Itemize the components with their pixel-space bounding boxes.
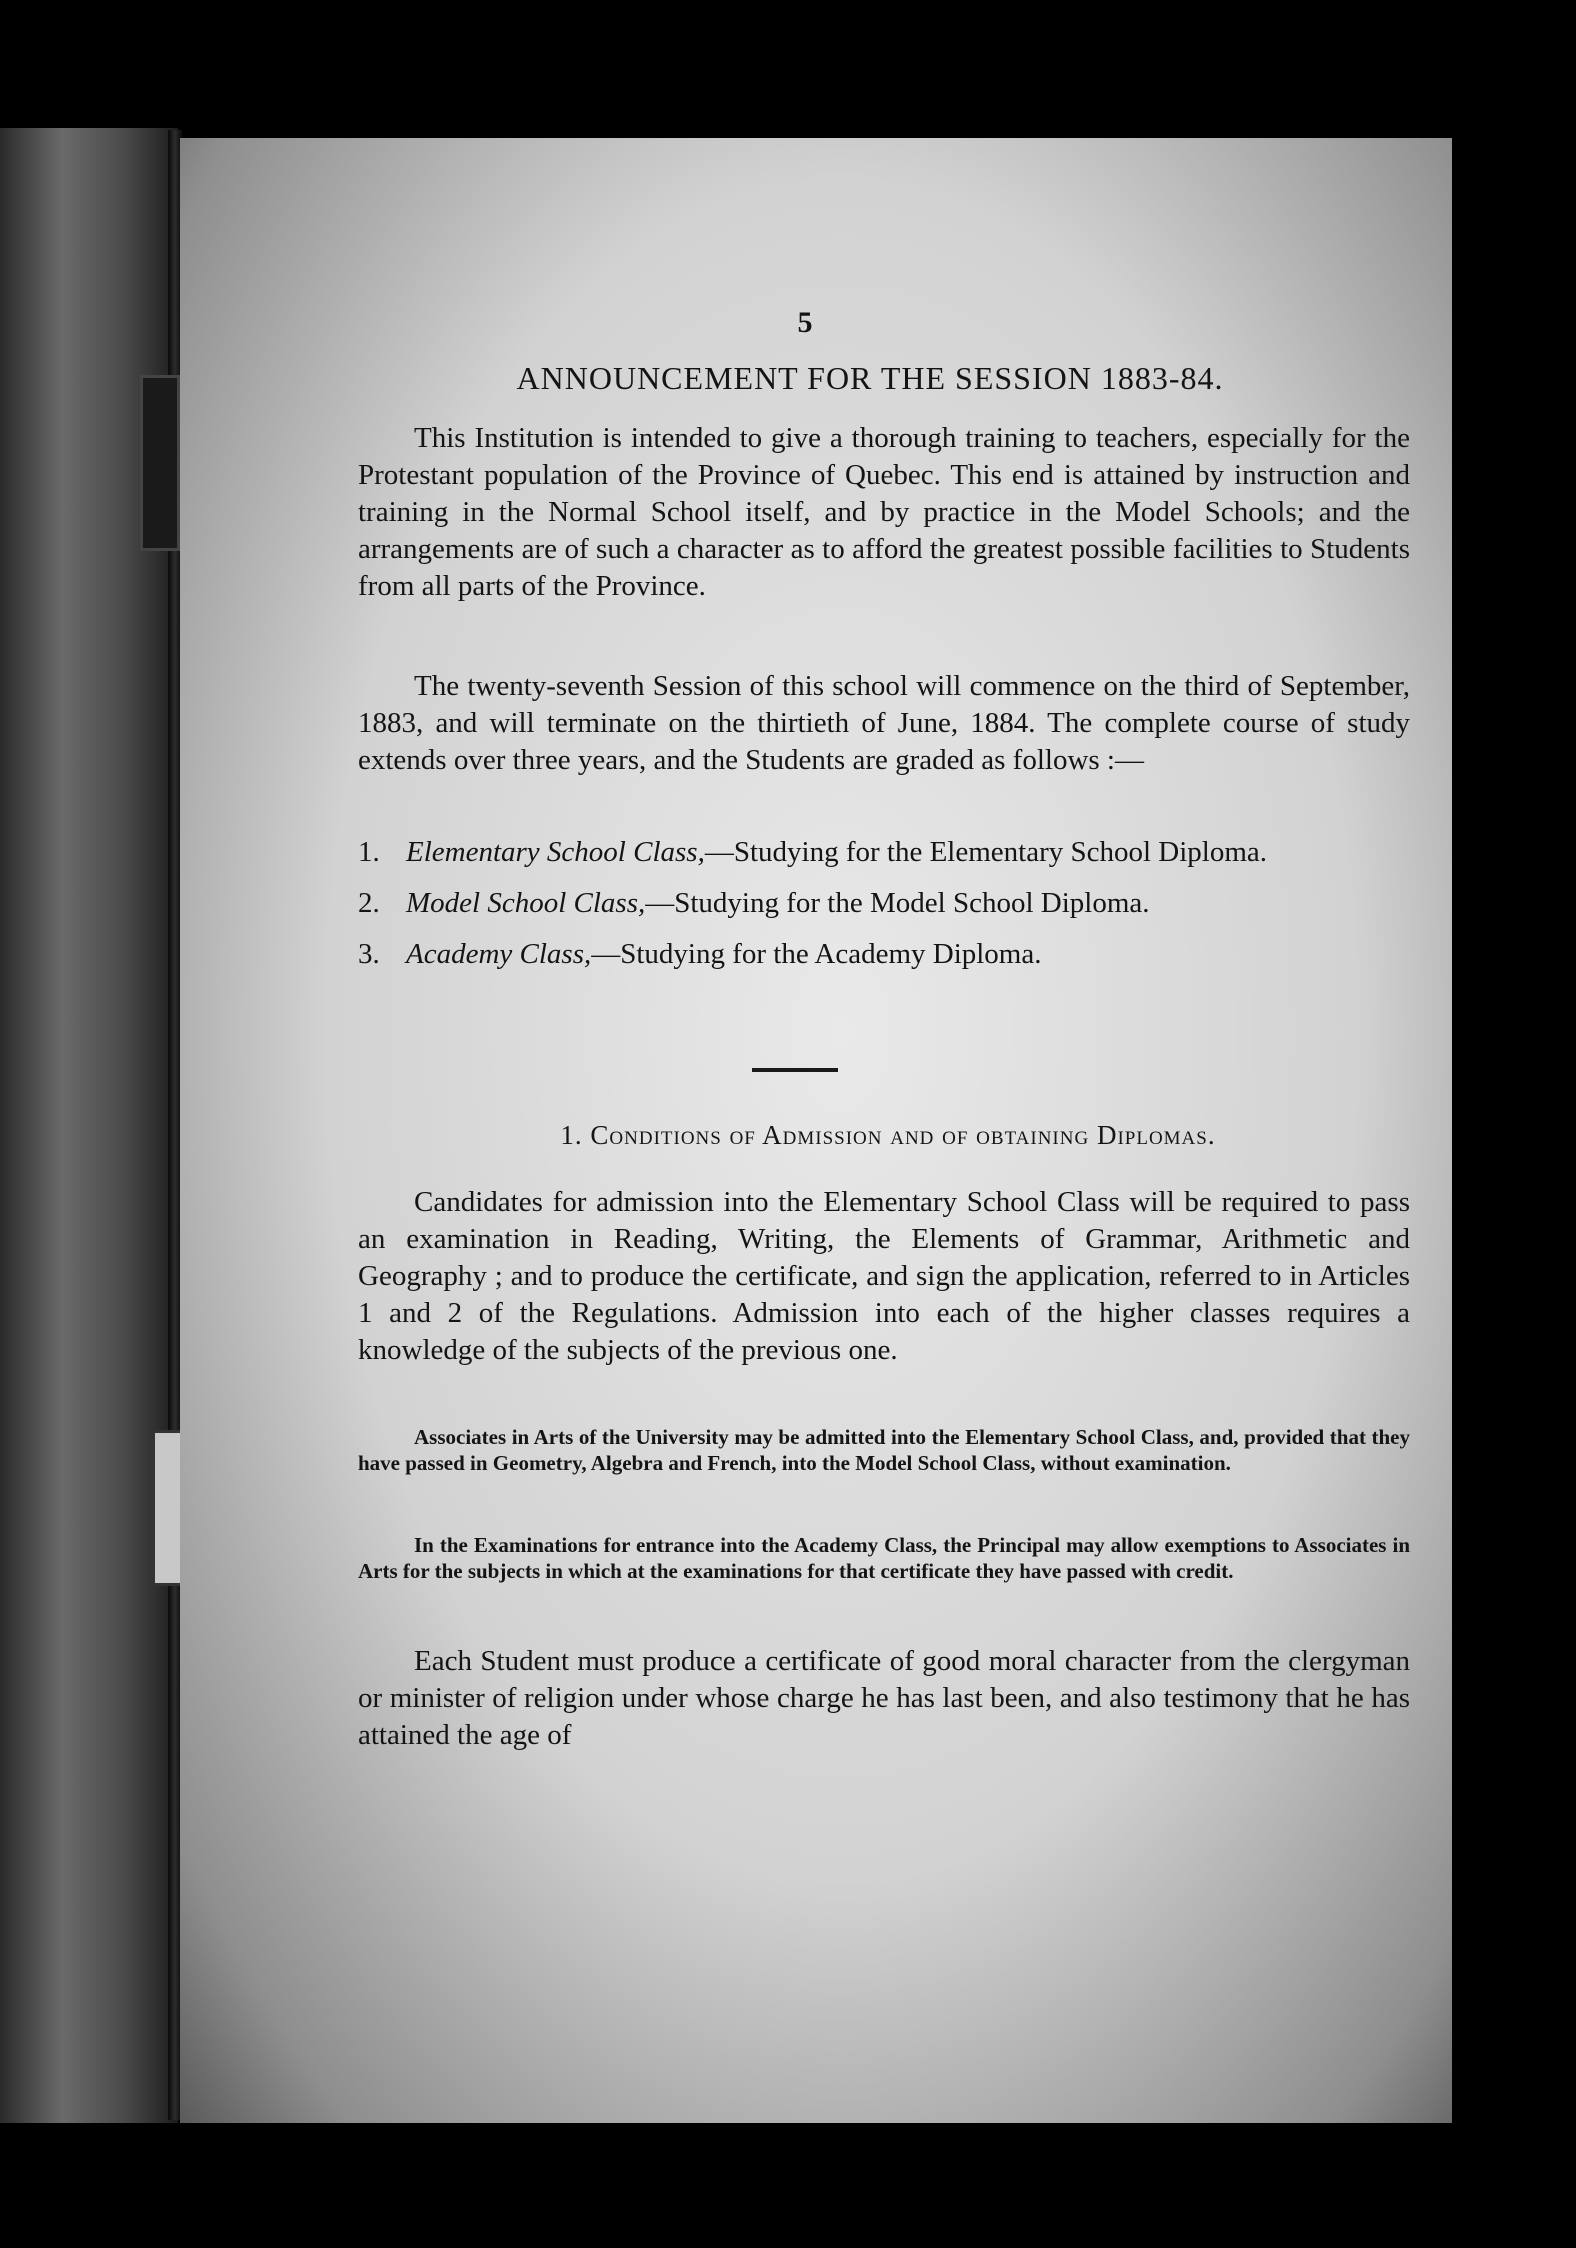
list-number: 3. — [358, 938, 380, 970]
list-term: Elementary School Class, — [406, 836, 705, 868]
page-number: 5 — [797, 306, 813, 339]
list-number: 2. — [358, 887, 380, 919]
section-heading: 1. Conditions of Admission and of obtaining Diplomas. — [560, 1120, 1216, 1150]
announcement-heading: ANNOUNCEMENT FOR THE SESSION 1883-84. — [516, 360, 1224, 396]
session-paragraph: The twenty-seventh Session of this school will commence on the third of September, 1883, and will terminate on the thirtieth of June, 1884. The complete course of study extends over three years, and the Students are graded as follows :— — [358, 670, 1410, 776]
list-term: Academy Class, — [406, 938, 592, 970]
binding-tab-upper — [140, 375, 180, 551]
page — [180, 138, 1452, 2123]
section-divider — [752, 1068, 838, 1072]
list-term: Model School Class, — [406, 887, 646, 919]
list-item — [358, 936, 1410, 973]
list-text: —Studying for the Elementary School Diploma. — [704, 836, 1268, 868]
page-text — [180, 138, 1452, 2123]
certificate-paragraph: Each Student must produce a certificate of good moral character from the clergyman or minister of religion under whose charge he has last been, and also testimony that he has attained the age of — [358, 1645, 1410, 1751]
list-item — [358, 885, 1410, 922]
intro-paragraph: This Institution is intended to give a thorough training to teachers, especially for the Protestant population of the Province of Quebec. This end is attained by instruction and training in the Normal School itself, and by practice in the Model Schools; and the arrangements are of such a character as to afford the greatest possible facilities to Students from all parts of the Province. — [358, 422, 1410, 602]
admission-paragraph: Candidates for admission into the Elementary School Class will be required to pass an examination in Reading, Writing, the Elements of Grammar, Arithmetic and Geography ; and to produce the certificate, and sign the application, referred to in Articles 1 and 2 of the Regulations. Admission into each of the higher classes requires a knowledge of the subjects of the previous one. — [358, 1186, 1410, 1366]
list-item — [358, 834, 1410, 871]
associates-note: Associates in Arts of the University may be admitted into the Elementary School Class, and, provided that they have passed in Geometry, Algebra and French, into the Model School Class, without examination. — [358, 1425, 1410, 1475]
list-text: —Studying for the Academy Diploma. — [591, 938, 1042, 970]
list-text: —Studying for the Model School Diploma. — [645, 887, 1150, 919]
exemptions-note: In the Examinations for entrance into the Academy Class, the Principal may allow exemptions to Associates in Arts for the subjects in which at the examinations for that certificate they have passed with credit. — [358, 1533, 1410, 1583]
class-list — [358, 834, 1410, 987]
list-number: 1. — [358, 836, 380, 868]
